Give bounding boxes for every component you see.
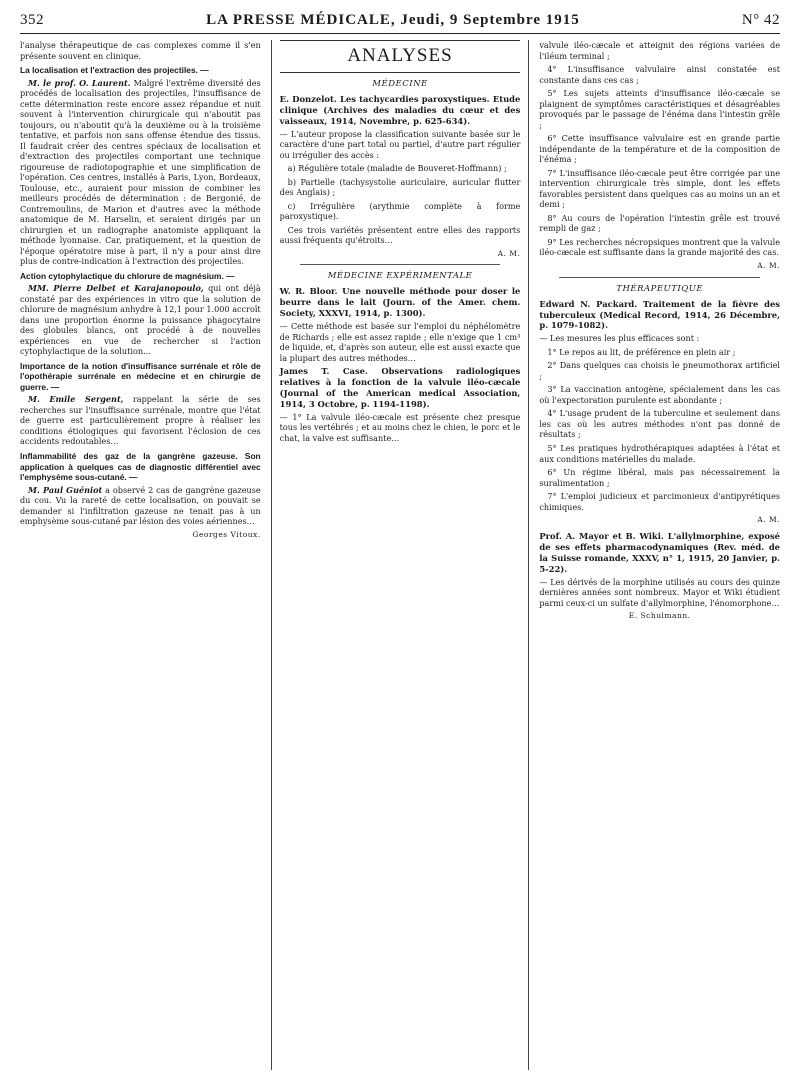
page-number: 352 — [20, 12, 44, 28]
review-title: E. Donzelot. Les tachycardies paroxystiques. Etude clinique (Archives des maladies du cœur et des vaisseaux, 1914, Novembre, p. 625-634). — [279, 93, 521, 126]
list-item: 1° Le repos au lit, de préférence en plein air ; — [547, 346, 736, 357]
signature: E. Schulmann. — [628, 611, 691, 621]
review-body: — Les dérivés de la morphine utilisés au cours des quinze dernières années sont nombreux. Mayor et Wiki étudient parmi ceux-ci un sulfate d'allylmorphine, l'énomorphone… — [539, 576, 781, 608]
review-title: Edward N. Packard. Traitement de la fièvre des tuberculeux (Medical Record, 1914, 26 Décembre, p. 1079-1082). — [539, 298, 781, 331]
divider — [300, 264, 501, 265]
section-banner: ANALYSES — [280, 40, 521, 73]
right-column — [539, 40, 780, 1070]
review-body: — L'auteur propose la classification suivante basée sur le caractère d'une part total ou partiel, d'autre part régulier ou irrégulier des accès : — [279, 128, 521, 160]
article-title-magnesium: Action cytophylactique du chlorure de magnésium. — — [20, 270, 235, 281]
publication-title: LA PRESSE MÉDICALE, Jeudi, 9 Septembre 1915 — [206, 12, 580, 28]
divider — [559, 277, 760, 278]
list-item: 5° Les sujets atteints d'insuffisance iléo-cæcale se plaignent de symptômes caractéristiques et désagréables provoqués par le passage de l'énéma dans l'intestin grêle ; — [539, 88, 781, 130]
article-author: MM. Pierre Delbet et Karajanopoulo, — [28, 283, 204, 294]
list-item: b) Partielle (tachysystolie auriculaire, auricular flutter des Anglais) ; — [279, 176, 521, 198]
review-title: Prof. A. Mayor et B. Wiki. L'allylmorphine, exposé de ses effets pharmacodynamiques (Rev. méd. de la Suisse romande, XXXV, n° 1, 1915, 20 Janvier, p. 5-22). — [539, 530, 781, 574]
list-item: 5° Les pratiques hydrothérapiques adaptées à l'état et aux conditions matérielles du malade. — [539, 443, 781, 464]
list-item: 9° Les recherches nécropsiques montrent que la valvule iléo-cæcale est suffisante dans la grande majorité des cas. — [539, 236, 781, 258]
article-author: M. le prof. O. Laurent. — [28, 77, 131, 88]
list-item: 6° Un régime libéral, mais pas nécessairement la suralimentation ; — [539, 467, 781, 488]
article-title-localisation: La localisation et l'extraction des projectiles. — — [20, 65, 209, 76]
list-item: c) Irrégulière (arythmie complète à forme paroxystique). — [279, 200, 521, 222]
list-item: 4° L'insuffisance valvulaire ainsi constatée est constante dans ces cas ; — [539, 64, 781, 85]
review-body: — Les mesures les plus efficaces sont : — [539, 333, 700, 344]
list-item: 7° L'emploi judicieux et parcimonieux d'antipyrétiques chimiques. — [539, 491, 781, 512]
list-item: a) Régulière totale (maladie de Bouveret-Hoffmann) ; — [287, 163, 507, 174]
subsection-heading: MÉDECINE — [372, 78, 428, 89]
article-body: qui ont déjà constaté par des expériences in vitro que la solution de chlorure de magnésium anhydre à 12,1 pour 1.000 accroît dans une proportion énorme la puissance phagocytaire des globules blancs, ont procédé à de nouvelles expériences en vue de rechercher si l'action cytophylactique de la solution… — [20, 283, 261, 357]
list-item: 6° Cette insuffisance valvulaire est en grande partie indépendante de la température et de la composition de l'énéma ; — [539, 133, 781, 165]
list-item: 3° La vaccination antogène, spécialement dans les cas où l'expectoration purulente est abondante ; — [539, 384, 781, 405]
review-body: — Cette méthode est basée sur l'emploi du néphélomètre de Richards ; elle est assez rapide ; elle n'exige que 1 cm³ de liquide, et, d'après son auteur, elle est aussi exacte que la plupart des autres méthodes… — [279, 321, 521, 363]
masthead — [20, 12, 780, 34]
subsection-heading: MÉDECINE EXPÉRIMENTALE — [327, 271, 473, 282]
continued-text: valvule iléo-cæcale et atteignit des régions variées de l'iléum terminal ; — [539, 40, 781, 61]
review-title: James T. Case. Observations radiologiques relatives à la fonction de la valvule iléo-cæcale (Journal of the American medical Association, 1914, 3 Octobre, p. 1194-1198). — [279, 366, 521, 410]
signature: Georges Vitoux. — [192, 529, 261, 539]
review-title: W. R. Bloor. Une nouvelle méthode pour doser le beurre dans le lait (Journ. of the Amer. chem. Society, XXXVI, 1914, p. 1300). — [279, 286, 521, 319]
subsection-heading: THÉRAPEUTIQUE — [616, 283, 704, 294]
list-item: 2° Dans quelques cas choisis le pneumothorax artificiel ; — [539, 360, 781, 381]
article-author: M. Paul Guéniot — [28, 484, 103, 495]
review-body: Ces trois variétés présentent entre elles des rapports aussi fréquents qu'étroits… — [279, 224, 521, 246]
article-author: M. Emile Sergent, — [28, 394, 124, 405]
signature: A. M. — [757, 515, 781, 525]
review-body: — 1° La valvule iléo-cæcale est présente chez presque tous les vertébrés ; et au moins chez le chien, le porc et le chat, la valve est suffisante… — [279, 411, 521, 443]
article-body: Malgré l'extrême diversité des procédés de localisation des projectiles, l'insuffisance de cette détermination reste encore assez répandue et nuit souvent à l'intervention chirurgicale qui n'aboutit pas toujours, ou n'aboutit qu'à la deuxième ou à la troisième tentative, et parfois non sans offense étendue des tissus. Il faudrait créer des centres spéciaux de localisation et d'extraction des projectiles comportant une technique rigoureuse de radiotopographie et une simplification de l'opération. Ces centres, installés à Paris, Lyon, Bordeaux, Toulouse, etc., auraient pour mission de combiner les meilleurs procédés de détermination : de Bergonié, de Contremoulins, de Marion et d'autres avec la méthode anatomique de M. Harselin, et seraient dirigés par un chirurgien et un radiographe anatomiste appliquant la méthode lyonnaise. Car, pratiquement, et la question de l'époque opératoire mise à part, il n'y a pour ainsi dire plus de contre-indication à l'extraction des projectiles. — [20, 77, 261, 267]
list-item: 7° L'insuffisance iléo-cæcale peut être corrigée par une intervention chirurgicale très simple, dont les effets favorables persistent dans quelques cas au moins un an et demi ; — [539, 167, 781, 210]
list-item: 4° L'usage prudent de la tuberculine et seulement dans les cas où les autres méthodes n'ont pas donné de résultats ; — [539, 408, 781, 440]
signature: A. M. — [757, 260, 781, 270]
continued-text: l'analyse thérapeutique de cas complexes comme il s'en présente souvent en clinique. — [20, 40, 261, 61]
issue-number: N° 42 — [741, 12, 780, 28]
signature: A. M. — [497, 248, 521, 258]
left-column — [20, 40, 261, 1070]
article-body: rappelant la série de ses recherches sur l'insuffisance surrénale, montre que l'état de guerre est particulièrement propre à réaliser les conditions étiologiques qui favorisent l'éclosion de ces accidents redoutables… — [20, 394, 261, 447]
list-item: 8° Au cours de l'opération l'intestin grêle est trouvé rempli de gaz ; — [539, 212, 781, 234]
columns — [20, 40, 780, 1070]
middle-column — [271, 40, 530, 1070]
article-body: a observé 2 cas de gangrène gazeuse du cou. Vu la rareté de cette localisation, on pouvait se demander si l'infiltration gazeuse ne tenait pas à un emphysème sous-cutané par lésion des voies aériennes… — [20, 484, 261, 527]
article-title-surrenale: Importance de la notion d'insuffisance surrénale et rôle de l'opothérapie surrénale en médecine et en chirurgie de guerre. — — [20, 360, 261, 392]
article-title-gangrene: Inflammabilité des gaz de la gangrène gazeuse. Son application à quelques cas de diagnostic différentiel avec l'emphysème sous-cutané. — — [20, 451, 261, 482]
